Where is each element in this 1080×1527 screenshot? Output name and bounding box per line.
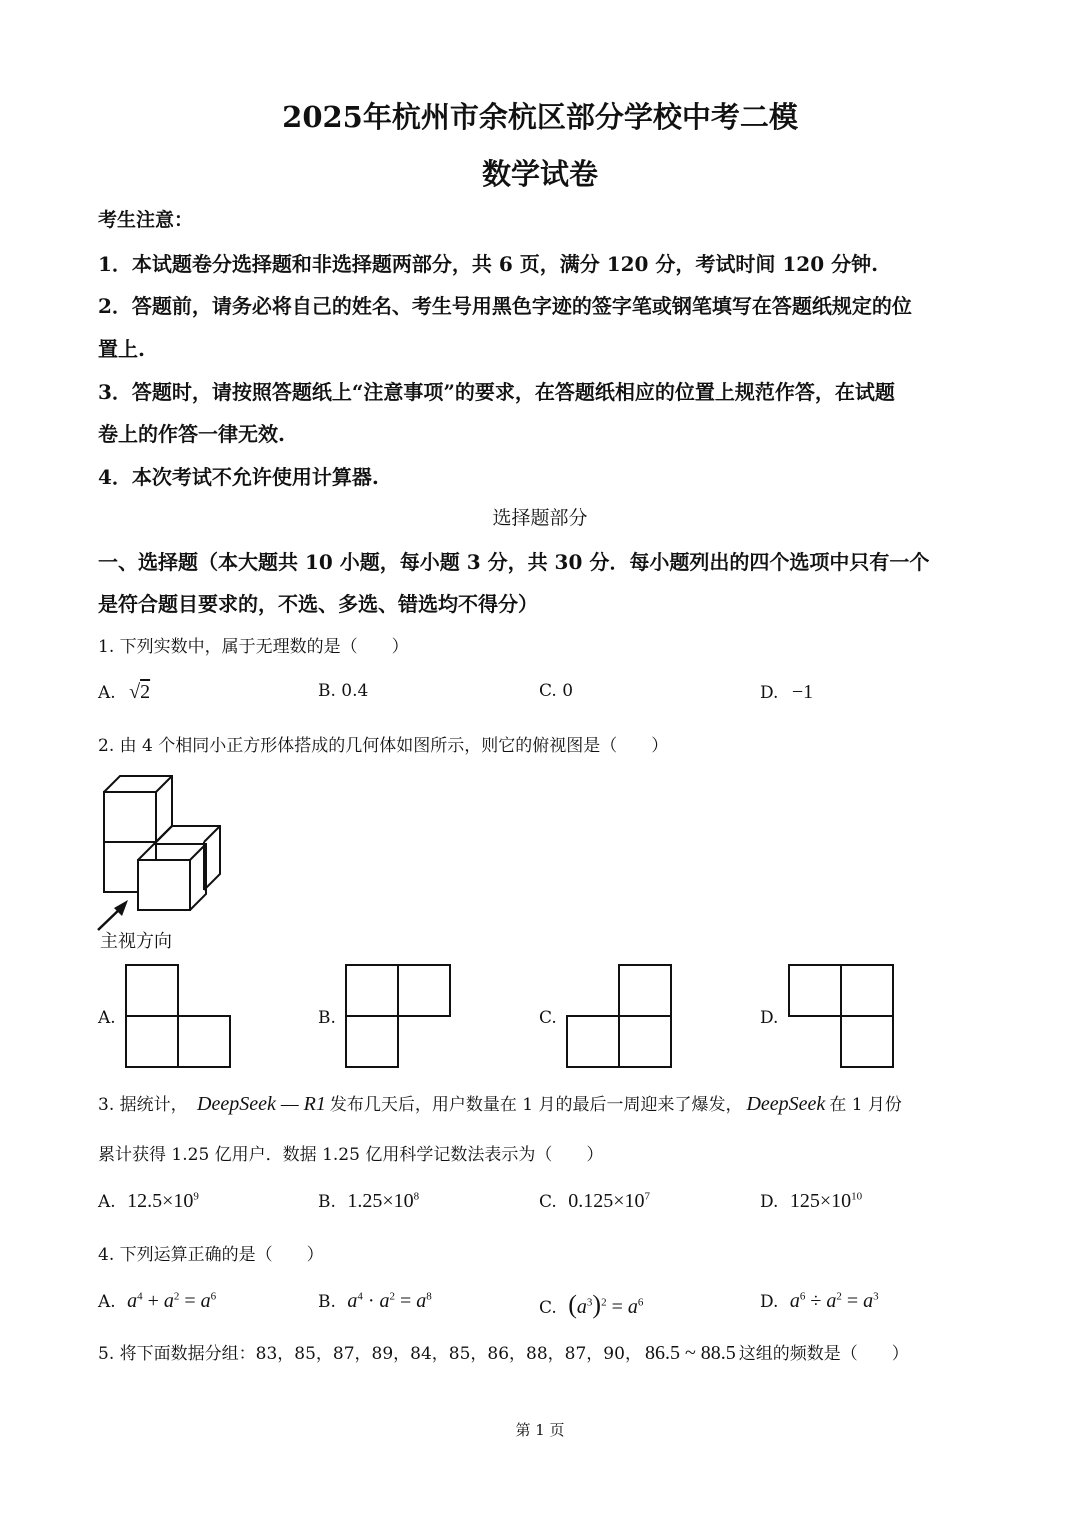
- q3-option-a-label: A.: [98, 1192, 116, 1212]
- q1-option-a-label: A.: [98, 683, 116, 703]
- q4-option-a-formula: $a^4 + a^2 = a^6$: [127, 1290, 217, 1312]
- sqrt-icon: √2: [129, 681, 151, 703]
- q3-option-d[interactable]: [760, 1190, 862, 1213]
- q2-option-d-figure[interactable]: [788, 964, 896, 1068]
- notice-item-2-line-1: 2．答题前，请务必将自己的姓名、考生号用黑色字迹的签字笔或钢笔填写在答题纸规定的位: [98, 294, 912, 318]
- q1-option-a[interactable]: [98, 681, 150, 704]
- q4-option-c-formula: $(a^3)^2 = a^6$: [568, 1290, 644, 1319]
- q3-option-c-value: [568, 1190, 650, 1212]
- q3-option-a-exp: 9: [193, 1190, 199, 1203]
- q4-option-d-label: D.: [760, 1292, 779, 1312]
- q3-option-c-base: 0.125×10: [568, 1190, 645, 1212]
- q3-stem-suffix: 在 1 月份: [829, 1095, 902, 1115]
- q3-term-deepseek: DeepSeek: [746, 1093, 826, 1115]
- q4-option-a-label: A.: [98, 1292, 116, 1312]
- notice-heading: 考生注意：: [98, 209, 194, 231]
- q3-option-b-exp: 8: [413, 1190, 420, 1203]
- q1-option-d-value: −1: [791, 681, 814, 703]
- q4-option-b-label: B.: [318, 1292, 336, 1312]
- q3-option-d-label: D.: [760, 1192, 779, 1212]
- q3-option-b-value: [347, 1190, 419, 1212]
- notice-item-3-line-2: 卷上的作答一律无效.: [98, 422, 285, 446]
- q2-option-b-label[interactable]: B.: [318, 1008, 336, 1028]
- q3-option-b-base: 1.25×10: [347, 1190, 414, 1212]
- q1-stem: 1. 下列实数中，属于无理数的是（ ）: [98, 637, 409, 657]
- q3-option-c[interactable]: [539, 1190, 650, 1213]
- q3-option-d-value: [790, 1190, 862, 1212]
- q2-direction-label: 主视方向: [100, 931, 172, 952]
- q3-stem-mid: 发布几天后，用户数量在 1 月的最后一周迎来了爆发，: [329, 1095, 743, 1115]
- q5-range: 86.5 ~ 88.5: [644, 1342, 736, 1364]
- q3-option-d-base: 125×10: [789, 1190, 852, 1212]
- q3-stem-line-1: [98, 1090, 902, 1116]
- q1-option-d[interactable]: [760, 681, 813, 704]
- q2-option-d-label[interactable]: D.: [760, 1008, 779, 1028]
- q3-option-b[interactable]: [318, 1190, 419, 1213]
- q3-term-deepseek-r1: DeepSeek — R1: [197, 1093, 326, 1115]
- q4-option-d-formula: $a^6 \div a^2 = a^3$: [789, 1290, 879, 1312]
- q3-option-b-label: B.: [318, 1192, 336, 1212]
- q4-option-d[interactable]: [760, 1290, 879, 1313]
- q4-option-a[interactable]: [98, 1290, 216, 1313]
- q3-option-a[interactable]: [98, 1190, 199, 1213]
- q3-option-a-base: 12.5×10: [127, 1190, 194, 1212]
- q3-option-c-exp: 7: [644, 1190, 650, 1203]
- q3-option-c-label: C.: [539, 1192, 557, 1212]
- page-number: 第 1 页: [515, 1421, 565, 1439]
- q4-option-b[interactable]: [318, 1290, 432, 1313]
- q1-option-c[interactable]: C. 0: [539, 681, 574, 701]
- q4-stem: 4. 下列运算正确的是（ ）: [98, 1245, 324, 1265]
- q3-stem-line-2: 累计获得 1.25 亿用户．数据 1.25 亿用科学记数法表示为（ ）: [98, 1145, 604, 1165]
- q2-option-a-figure[interactable]: [125, 964, 233, 1068]
- notice-item-4: 4．本次考试不允许使用计算器.: [98, 465, 379, 489]
- q1-option-b[interactable]: B. 0.4: [318, 681, 369, 701]
- exam-subtitle: 数学试卷: [481, 157, 598, 191]
- q2-option-b-figure[interactable]: [345, 964, 453, 1068]
- q2-option-a-label[interactable]: A.: [98, 1008, 116, 1028]
- q1-option-d-label: D.: [760, 683, 779, 703]
- section-label: 选择题部分: [492, 507, 588, 529]
- q3-option-d-exp: 10: [851, 1190, 863, 1203]
- q5-stem-suffix: 这组的频数是（ ）: [738, 1344, 909, 1364]
- section-instruction-line-1: 一、选择题（本大题共 10 小题，每小题 3 分，共 30 分．每小题列出的四个选项中只有一个: [98, 550, 930, 574]
- q2-option-c-figure[interactable]: [566, 964, 674, 1068]
- q1-option-a-value: 2: [140, 681, 151, 703]
- q5-stem-prefix: 5. 将下面数据分组：83，85，87，89，84，85，86，88，87，90，: [98, 1344, 642, 1364]
- q2-option-c-label[interactable]: C.: [539, 1008, 557, 1028]
- q4-option-b-formula: $a^4 \cdot a^2 = a^8$: [347, 1290, 432, 1312]
- notice-item-3-line-1: 3．答题时，请按照答题纸上“注意事项”的要求，在答题纸相应的位置上规范作答，在试题: [98, 380, 895, 404]
- q4-option-c[interactable]: [539, 1290, 643, 1320]
- q3-stem-prefix: 3. 据统计，: [98, 1095, 188, 1115]
- q3-option-a-value: [127, 1190, 199, 1212]
- q2-stem: 2. 由 4 个相同小正方形体搭成的几何体如图所示，则它的俯视图是（ ）: [98, 736, 669, 756]
- exam-title: 2025年杭州市余杭区部分学校中考二模: [282, 100, 798, 134]
- section-instruction-line-2: 是符合题目要求的，不选、多选、错选均不得分）: [98, 592, 538, 616]
- notice-item-1: 1．本试题卷分选择题和非选择题两部分，共 6 页，满分 120 分，考试时间 120 分钟.: [98, 252, 879, 276]
- q5-stem: [98, 1339, 909, 1365]
- notice-item-2-line-2: 置上.: [98, 337, 145, 361]
- q4-option-c-label: C.: [539, 1298, 557, 1318]
